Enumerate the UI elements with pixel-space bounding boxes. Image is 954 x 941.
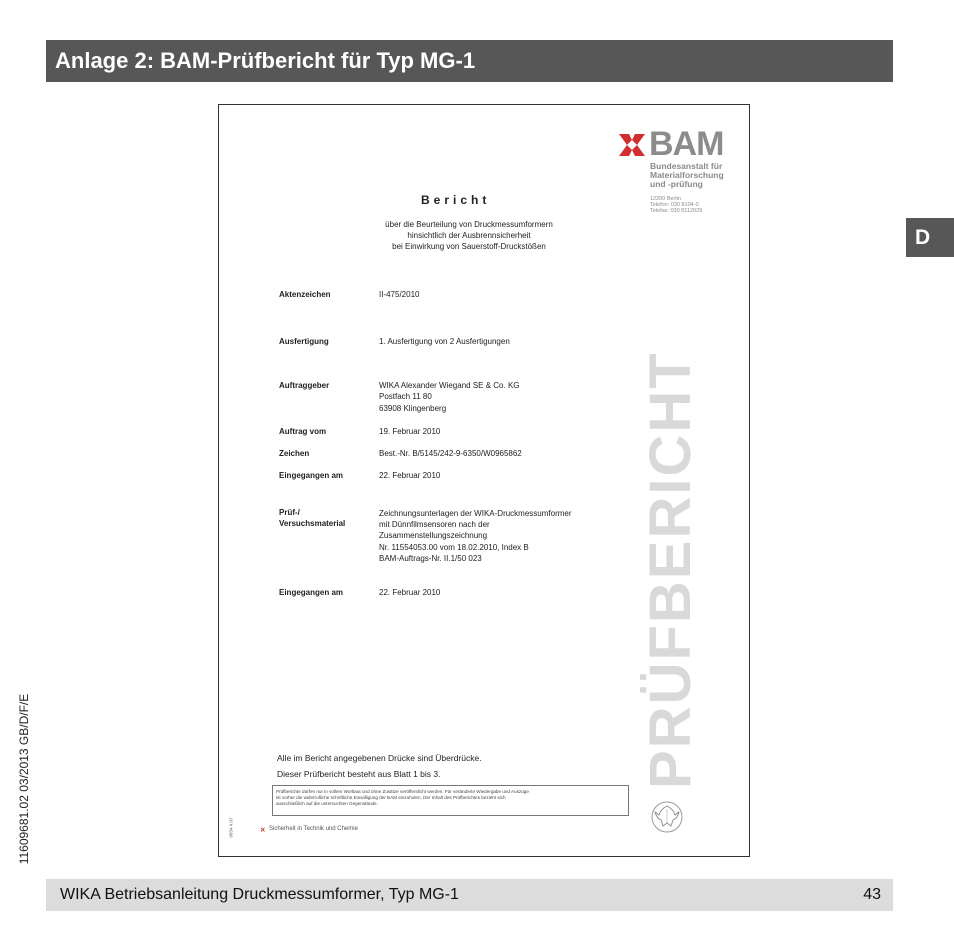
section-title: Anlage 2: BAM-Prüfbericht für Typ MG-1 [55,48,476,73]
bam-x-icon [619,134,645,156]
page-number: 43 [863,886,881,903]
field-label-auftrag-vom: Auftrag vom [279,427,327,436]
disclaimer-line: Prüfberichte dürfen nur in vollem Wortlaut und ohne Zusätze veröffentlicht werden. Für veränderte Wiedergabe und Auszüge [276,789,529,794]
field-value-auftraggeber: Postfach 11 80 [379,392,432,401]
pressure-note: Alle im Bericht angegebenen Drücke sind Überdrücke. [277,753,482,763]
field-value-aktenzeichen: II-475/2010 [379,290,420,299]
report-subtitle-line: hinsichtlich der Ausbrennsicherheit [407,231,531,240]
pruefbericht-watermark [638,351,703,789]
institute-line: Bundesanstalt für [650,161,723,171]
address-line: 12200 Berlin [650,196,681,202]
field-label-auftraggeber: Auftraggeber [279,381,330,390]
page-footer [46,879,893,911]
field-value-versuchsmaterial: Zusammenstellungszeichnung [379,531,488,540]
institute-line: und -prüfung [650,179,703,189]
bam-small-x-icon: ✕ [260,827,266,834]
report-subtitle-line: über die Beurteilung von Druckmessumformern [385,220,553,229]
disclaimer-line: ausschließlich auf die untersuchten Gegenstände. [276,801,378,806]
field-value-auftraggeber: WIKA Alexander Wiegand SE & Co. KG [379,381,520,390]
address-line: Telefax: 030 8112029 [650,208,703,214]
field-value-versuchsmaterial: Zeichnungsunterlagen der WIKA-Druckmessumformer [379,509,572,518]
sheet-note: Dieser Prüfbericht besteht aus Blatt 1 bis 3. [277,769,441,779]
bam-wordmark: BAM [649,125,724,163]
field-label-eingegangen-am: Eingegangen am [279,471,344,480]
report-page [218,104,750,857]
watermark-text: PRÜFBERICHT [638,351,703,789]
report-subtitle-line: bei Einwirkung von Sauerstoff-Druckstößen [392,242,546,251]
field-label-zeichen: Zeichen [279,449,310,458]
address-line: Telefon: 030 8104-0 [650,202,699,208]
field-value-versuchsmaterial: mit Dünnfilmsensoren nach der [379,520,490,529]
report-title: Bericht [421,193,491,207]
form-number [219,817,247,838]
section-header [46,40,893,82]
field-label-pruef: Prüf-/ [279,508,300,517]
document-code [12,680,34,880]
field-value-ausfertigung: 1. Ausfertigung von 2 Ausfertigungen [379,337,510,346]
institute-line: Materialforschung [650,170,724,180]
field-label-eingegangen-am-2: Eingegangen am [279,588,344,597]
field-label-aktenzeichen: Aktenzeichen [279,290,331,299]
field-label-ausfertigung: Ausfertigung [279,337,329,346]
disclaimer-box [272,785,629,816]
disclaimer-line: ist vorher die widerrufliche schriftliche Einwilligung der BAM einzuholen. Der Inhalt des Prüfberichtes bezieht sich [276,795,506,800]
federal-eagle-icon [649,799,685,835]
field-value-auftraggeber: 63908 Klingenberg [379,404,447,413]
field-value-eingegangen-am: 22. Februar 2010 [379,471,441,480]
field-label-versuchsmaterial: Versuchsmaterial [279,519,346,528]
field-value-versuchsmaterial: Nr. 11554053.00 vom 18.02.2010, Index B [379,543,529,552]
form-number-text: 0834 4.07 [228,817,234,838]
footer-title: WIKA Betriebsanleitung Druckmessumformer, Typ MG-1 [60,886,459,903]
field-value-eingegangen-am-2: 22. Februar 2010 [379,588,441,597]
document-code-text: 11609681.02 03/2013 GB/D/F/E [17,693,31,865]
bam-slogan: Sicherheit in Technik und Chemie [269,826,358,832]
field-value-versuchsmaterial: BAM-Auftrags-Nr. II.1/50 023 [379,554,482,563]
field-value-zeichen: Best.-Nr. B/5145/242-9-6350/W0965862 [379,449,522,458]
field-value-auftrag-vom: 19. Februar 2010 [379,427,441,436]
language-tab-d[interactable]: D [906,218,954,257]
